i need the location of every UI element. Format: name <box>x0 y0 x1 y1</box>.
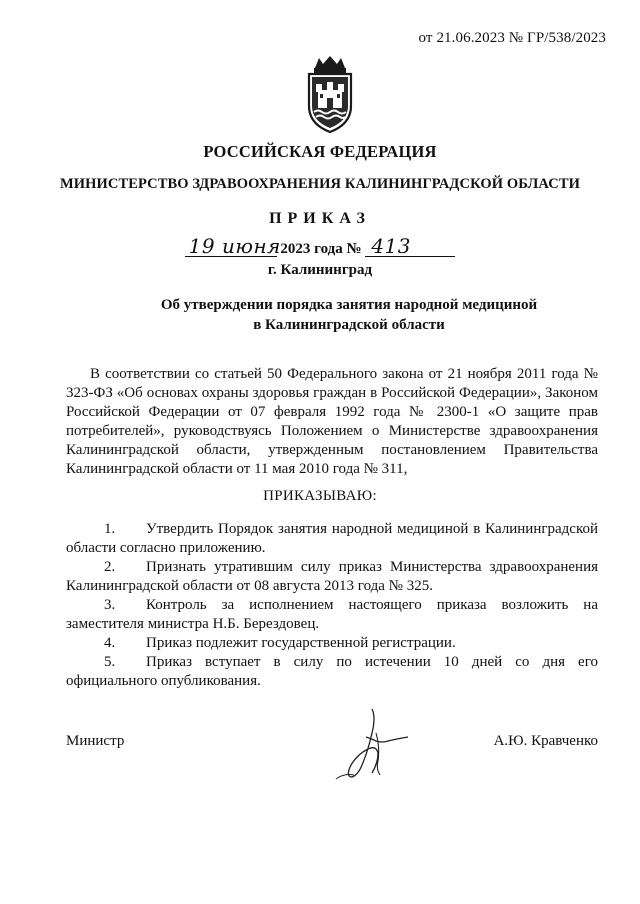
ministry-heading: МИНИСТЕРСТВО ЗДРАВООХРАНЕНИЯ КАЛИНИНГРАДСКОЙ ОБЛАСТИ <box>59 176 580 192</box>
list-item <box>66 596 598 634</box>
handwritten-signature-icon <box>332 703 416 783</box>
list-item <box>66 653 598 691</box>
item-number: 5. <box>104 654 116 670</box>
handwritten-order-number: 413 <box>365 236 455 257</box>
list-item <box>66 520 598 558</box>
item-number: 2. <box>104 559 116 575</box>
order-items-list <box>66 520 598 691</box>
federation-heading: РОССИЙСКАЯ ФЕДЕРАЦИЯ <box>203 142 437 161</box>
registration-reference: от 21.06.2023 № ГР/538/2023 <box>418 30 606 46</box>
list-item <box>66 634 598 653</box>
coat-of-arms-icon <box>301 54 359 134</box>
signer-name: А.Ю. Кравченко <box>493 733 598 749</box>
document-type-heading: ПРИКАЗ <box>269 210 371 227</box>
order-directive-word: ПРИКАЗЫВАЮ: <box>263 488 377 504</box>
item-text: Приказ подлежит государственной регистрации. <box>146 635 456 651</box>
order-date-line <box>0 236 640 258</box>
item-text: Контроль за исполнением настоящего приказа возложить на заместителя министра Н.Б. Берездовец. <box>66 597 598 632</box>
city-label: г. Калининград <box>267 262 373 278</box>
list-item <box>66 558 598 596</box>
order-subject <box>0 295 640 335</box>
item-number: 1. <box>104 521 116 537</box>
signer-position: Министр <box>66 733 125 749</box>
subject-line-1: Об утверждении порядка занятия народной медициной <box>160 297 538 313</box>
item-text: Приказ вступает в силу по истечении 10 дней со дня его официального опубликования. <box>66 654 598 689</box>
item-text: Утвердить Порядок занятия народной медициной в Калининградской области согласно приложению. <box>66 521 598 556</box>
date-year-label: 2023 года № <box>280 241 362 257</box>
handwritten-date: 19 июня <box>185 236 277 257</box>
preamble-paragraph: В соответствии со статьей 50 Федерального закона от 21 ноября 2011 года № 323-ФЗ «Об основах охраны здоровья граждан в Российской Федерации», Законом Российской Федерации от 07 февраля 1992 года № 2300-1 «О защите прав потребителей», руководствуясь Положением о Министерстве здравоохранения Калининградской области, утвержденным постановлением Правительства Калининградской области от 11 мая 2010 года № 311, <box>66 366 598 477</box>
item-number: 3. <box>104 597 116 613</box>
item-number: 4. <box>104 635 116 651</box>
subject-line-2: в Калининградской области <box>253 317 445 333</box>
item-text: Признать утратившим силу приказ Министерства здравоохранения Калининградской области от 08 августа 2013 года № 325. <box>66 559 598 594</box>
